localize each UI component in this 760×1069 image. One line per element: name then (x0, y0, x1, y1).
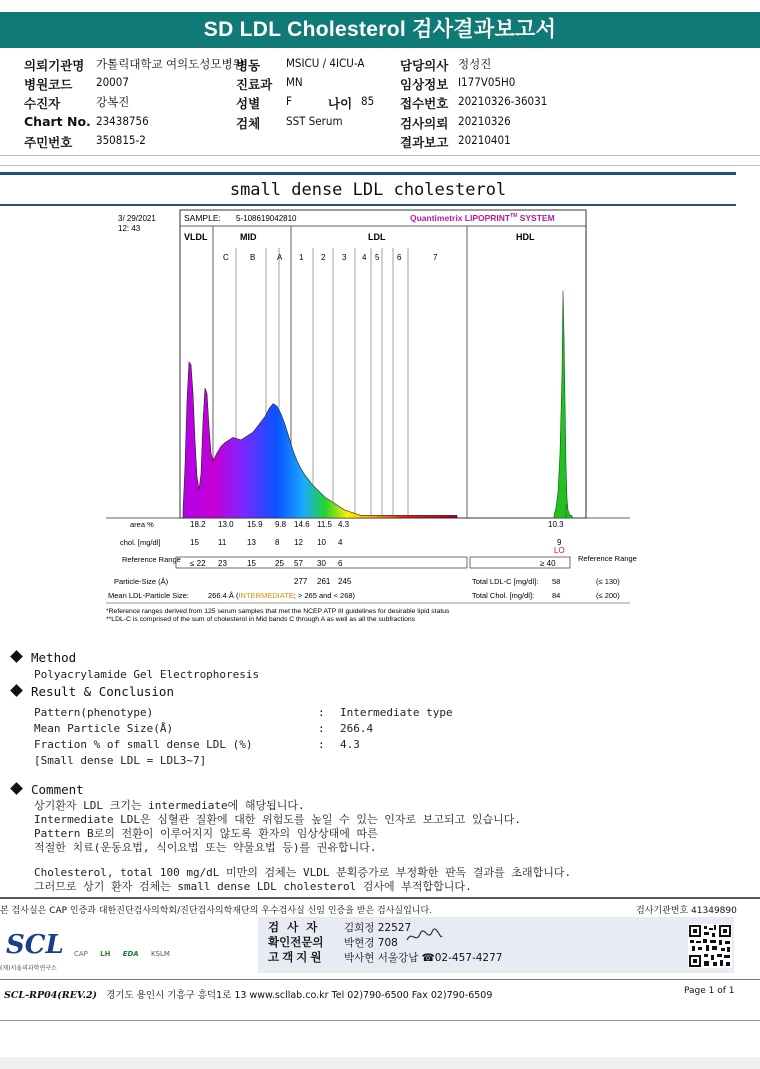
inst-no-value: 41349890 (691, 906, 737, 916)
total-chol-ref: (≤ 200) (596, 591, 620, 600)
chart-title-rule (0, 172, 736, 175)
chart-no-label: Chart No. (24, 114, 91, 129)
footer-line (4, 987, 492, 1001)
ref-value: 15 (247, 559, 256, 568)
specimen-label: 검체 (236, 116, 261, 131)
chol-value: 4 (338, 538, 343, 547)
divider (0, 165, 760, 166)
scl-logo: SCL (6, 930, 64, 960)
band-label-6: 6 (397, 253, 402, 262)
area-value: 18.2 (190, 520, 206, 529)
confirm-value: 박현경 708 (344, 937, 398, 949)
ref-value: 23 (218, 559, 227, 568)
sample-label: SAMPLE: (184, 213, 221, 223)
band-label-1: 1 (299, 253, 304, 262)
divider (0, 155, 760, 156)
ref-value: 6 (338, 559, 343, 568)
id-value: 350815-2 (96, 133, 146, 147)
chol-value: 12 (294, 538, 303, 547)
comment-heading-text: Comment (31, 782, 84, 797)
comment-line: Cholesterol, total 100 mg/dL 미만의 검체는 VLDL 분획증가로 부정확한 판독 결과를 초래합니다. (34, 866, 572, 879)
region-labels (184, 232, 535, 242)
footer-rule (0, 979, 760, 980)
contact-label: 고객지원 (268, 950, 325, 964)
page-number: Page 1 of 1 (684, 986, 735, 996)
system-tm: TM (510, 213, 518, 219)
hdl-flag: LO (554, 546, 565, 555)
chol-value: 13 (247, 538, 256, 547)
hdl-profile-area (554, 291, 572, 519)
total-ldl-label: Total LDL-C [mg/dl]: (472, 577, 539, 586)
comment-heading (12, 782, 84, 797)
particle-size-value: 245 (338, 577, 352, 586)
eda-badge: EDA (122, 950, 139, 958)
report-date-label: 결과보고 (400, 135, 449, 150)
request-date-label: 검사의뢰 (400, 116, 449, 131)
chol-value: 15 (190, 538, 199, 547)
cap-badge: CAP (74, 950, 88, 958)
inst-no (636, 903, 737, 916)
comment-line: Intermediate LDL은 심혈관 질환에 대한 위험도를 높일 수 있는 인자로 보고되고 있습니다. (34, 813, 521, 826)
dept-value: MN (286, 75, 303, 89)
result-sep: : (318, 722, 325, 735)
doctor-value: 정성진 (458, 57, 492, 71)
chol-value: 10 (317, 538, 326, 547)
area-value: 11.5 (317, 520, 332, 529)
region-label-ldl: LDL (368, 232, 386, 242)
doctor-label: 담당의사 (400, 58, 449, 73)
doc-code: SCL-RP04(REV.2) (4, 990, 98, 1001)
chart-title-rule (0, 204, 736, 206)
chol-row-label: chol. [mg/dl] (120, 538, 161, 547)
result-label: Pattern(phenotype) (34, 706, 154, 719)
chart-section-title: small dense LDL cholesterol (229, 180, 507, 200)
total-chol-value: 84 (552, 591, 561, 600)
clinical-value: I177V05H0 (458, 75, 516, 89)
hospital-code-value: 20007 (96, 75, 129, 89)
ref-value: 30 (317, 559, 326, 568)
hdl-ref-label: Reference Range (578, 554, 637, 563)
chart-time: 12: 43 (118, 224, 141, 233)
inst-no-label: 검사기관번호 (636, 906, 689, 916)
mean-size-type: INTERMEDIATE (238, 591, 294, 600)
ref-value: 57 (294, 559, 303, 568)
scl-logo-sub: (재)서울의과학연구소 (0, 965, 57, 972)
particle-size-value: 261 (317, 577, 331, 586)
result-sep: : (318, 738, 325, 751)
contact-value: 박사현 서울강남 ☎02-457-4277 (344, 952, 503, 964)
area-value: 15.9 (247, 520, 263, 529)
area-value: 4.3 (338, 520, 350, 529)
system-suffix: SYSTEM (517, 213, 555, 223)
institution-label: 의뢰기관명 (24, 58, 85, 73)
band-label-a: A (277, 253, 283, 262)
report-title: SD LDL Cholesterol 검사결과보고서 (0, 12, 760, 48)
address: 경기도 용인시 기흥구 흥덕1로 13 www.scllab.co.kr Tel 02)790-6500 Fax 02)790-6509 (106, 990, 493, 1001)
band-labels (223, 253, 438, 262)
region-label-mid: MID (240, 232, 257, 242)
patient-value: 강복진 (96, 95, 130, 109)
footer-rule (0, 897, 760, 899)
lh-badge: LH (100, 950, 111, 958)
result-heading (12, 684, 174, 699)
ward-value: MSICU / 4ICU-A (286, 56, 365, 70)
result-value: Intermediate type (340, 706, 453, 719)
area-row-label: area % (130, 520, 154, 529)
area-value: 13.0 (218, 520, 234, 529)
total-ldl-value: 58 (552, 577, 561, 586)
comment-line: Pattern B로의 전환이 이루어지지 않도록 환자의 임상상태에 따른 (34, 827, 378, 840)
chart-date: 3/ 29/2021 (118, 214, 156, 223)
dept-label: 진료과 (236, 77, 273, 92)
page-bottom-rule (0, 1020, 760, 1021)
result-label: Mean Particle Size(Å) (34, 722, 174, 735)
particle-size-value: 277 (294, 577, 308, 586)
ref-value: 25 (275, 559, 284, 568)
report-date-value: 20210401 (458, 133, 511, 147)
lipoprint-chart (100, 208, 640, 628)
band-label-5: 5 (375, 253, 380, 262)
specimen-value: SST Serum (286, 114, 343, 128)
institution-value: 가톨릭대학교 여의도성모병원 (96, 57, 244, 71)
chol-value: 8 (275, 538, 280, 547)
signature-mark (404, 928, 444, 946)
confirm-label: 확인전문의 (268, 935, 324, 949)
chol-value: 11 (218, 538, 227, 547)
age-value: 85 (361, 94, 375, 108)
result-note: [Small dense LDL = LDL3~7] (34, 754, 207, 767)
footnote-2: **LDL-C is comprised of the sum of cholesterol in Mid bands C through A as well as all the subfractions (106, 616, 416, 623)
receipt-value: 20210326-36031 (458, 94, 548, 108)
result-label: Fraction % of small dense LDL (%) (34, 738, 253, 751)
ward-label: 병동 (236, 58, 261, 73)
tester-value: 김희정 22527 (344, 922, 412, 934)
request-date-value: 20210326 (458, 114, 511, 128)
chart-no-value: 23438756 (96, 114, 149, 128)
hdl-ref-value: ≥ 40 (540, 559, 556, 568)
mean-size-line: 266.4 Å (INTERMEDIATE; > 265 and < 268) (208, 591, 356, 600)
particle-row-label: Particle-Size (Å) (114, 577, 169, 586)
clinical-label: 임상정보 (400, 77, 449, 92)
particle-values (294, 577, 352, 586)
diamond-icon (10, 650, 23, 663)
region-label-vldl: VLDL (184, 232, 208, 242)
footnote-1: *Reference ranges derived from 125 serum samples that met the NCEP ATP III guidelines for desirable lipid status (106, 608, 450, 615)
kslm-badge: KSLM (150, 950, 170, 958)
mean-size-value: 266.4 Å (208, 591, 234, 600)
area-values (190, 520, 564, 529)
total-ldl-ref: (≤ 130) (596, 577, 620, 586)
chol-values (190, 538, 562, 547)
system-label (410, 213, 555, 223)
comment-line: 상기환자 LDL 크기는 intermediate에 해당됩니다. (34, 799, 305, 812)
band-label-3: 3 (342, 253, 347, 262)
method-heading-text: Method (31, 650, 77, 665)
hdl-area-value: 10.3 (548, 520, 564, 529)
result-heading-text: Result & Conclusion (31, 684, 174, 699)
result-value: 4.3 (340, 738, 360, 751)
band-label-2: 2 (321, 253, 326, 262)
cert-text: 본 검사실은 CAP 인증과 대한진단검사의학회/진단검사의학재단의 우수검사실 신임 인증을 받은 검사실입니다. (0, 906, 433, 916)
ref-row-label: Reference Range (122, 555, 181, 564)
ref-value: ≤ 22 (190, 559, 206, 568)
lipoprotein-profile-area (183, 362, 457, 518)
totals (472, 577, 620, 600)
sex-label: 성별 (236, 96, 261, 111)
hdl-chol-value: 9 (557, 538, 562, 547)
method-text: Polyacrylamide Gel Electrophoresis (34, 668, 260, 681)
patient-label: 수진자 (24, 96, 61, 111)
mean-size-range: > 265 and < 268 (297, 591, 353, 600)
comment-line: 적절한 치료(운동요법, 식이요법 또는 약물요법 등)를 권유합니다. (34, 841, 377, 854)
ref-values (190, 559, 343, 568)
diamond-icon (10, 782, 23, 795)
area-value: 9.8 (275, 520, 287, 529)
band-label-b: B (250, 253, 256, 262)
sample-value: 5-108619042810 (236, 214, 297, 223)
tester-label: 검 사 자 (268, 920, 320, 934)
receipt-label: 접수번호 (400, 96, 449, 111)
method-heading (12, 650, 76, 665)
page-gap (0, 1057, 760, 1069)
mean-row-label: Mean LDL-Particle Size: (108, 591, 189, 600)
cert-badges (74, 950, 170, 958)
band-label-7: 7 (433, 253, 438, 262)
hospital-code-label: 병원코드 (24, 77, 73, 92)
age-label: 나이 (328, 96, 353, 111)
comment-line: 그러므로 상기 환자 검체는 small dense LDL cholesterol 검사에 부적합합니다. (34, 880, 472, 893)
region-label-hdl: HDL (516, 232, 535, 242)
area-value: 14.6 (294, 520, 310, 529)
system-name: Quantimetrix LIPOPRINT (410, 213, 511, 223)
sex-value: F (286, 94, 292, 108)
band-label-c: C (223, 253, 229, 262)
id-label: 주민번호 (24, 135, 73, 150)
qr-code-icon (688, 924, 732, 968)
total-chol-label: Total Chol. [mg/dl]: (472, 591, 535, 600)
result-value: 266.4 (340, 722, 374, 735)
row-labels (108, 520, 189, 600)
band-label-4: 4 (362, 253, 367, 262)
result-sep: : (318, 706, 325, 719)
diamond-icon (10, 684, 23, 697)
